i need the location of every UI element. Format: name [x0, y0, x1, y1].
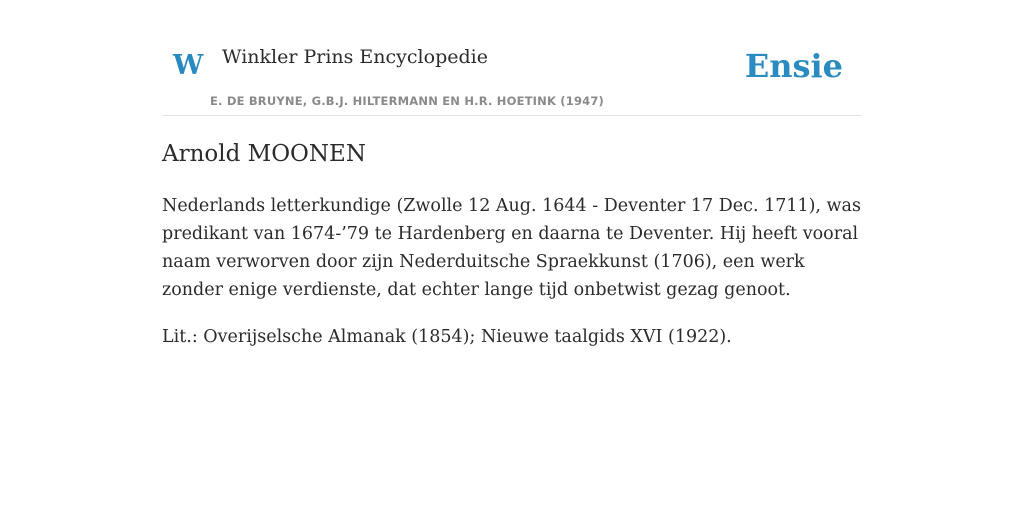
article-title: Arnold MOONEN	[162, 141, 366, 167]
source-logo[interactable]: W	[173, 50, 204, 81]
article-literature: Lit.: Overijselsche Almanak (1854); Nieuwe taalgids XVI (1922).	[162, 326, 732, 347]
source-header	[162, 0, 862, 116]
page	[162, 0, 862, 351]
article-body: Nederlands letterkundige (Zwolle 12 Aug. 1644 - Deventer 17 Dec. 1711), was predikant van 1674-’79 te Hardenberg en daarna te Deventer. Hij heeft vooral naam verworven door zijn Nederduitsche Spraekkunst (1706), een werk zonder enige verdienste, dat echter lange tijd onbetwist gezag genoot.	[162, 195, 861, 300]
source-title-link[interactable]: Winkler Prins Encyclopedie	[222, 46, 488, 68]
source-authors: E. DE BRUYNE, G.B.J. HILTERMANN EN H.R. HOETINK (1947)	[210, 94, 605, 108]
ensie-brand-link[interactable]: Ensie	[744, 47, 843, 85]
